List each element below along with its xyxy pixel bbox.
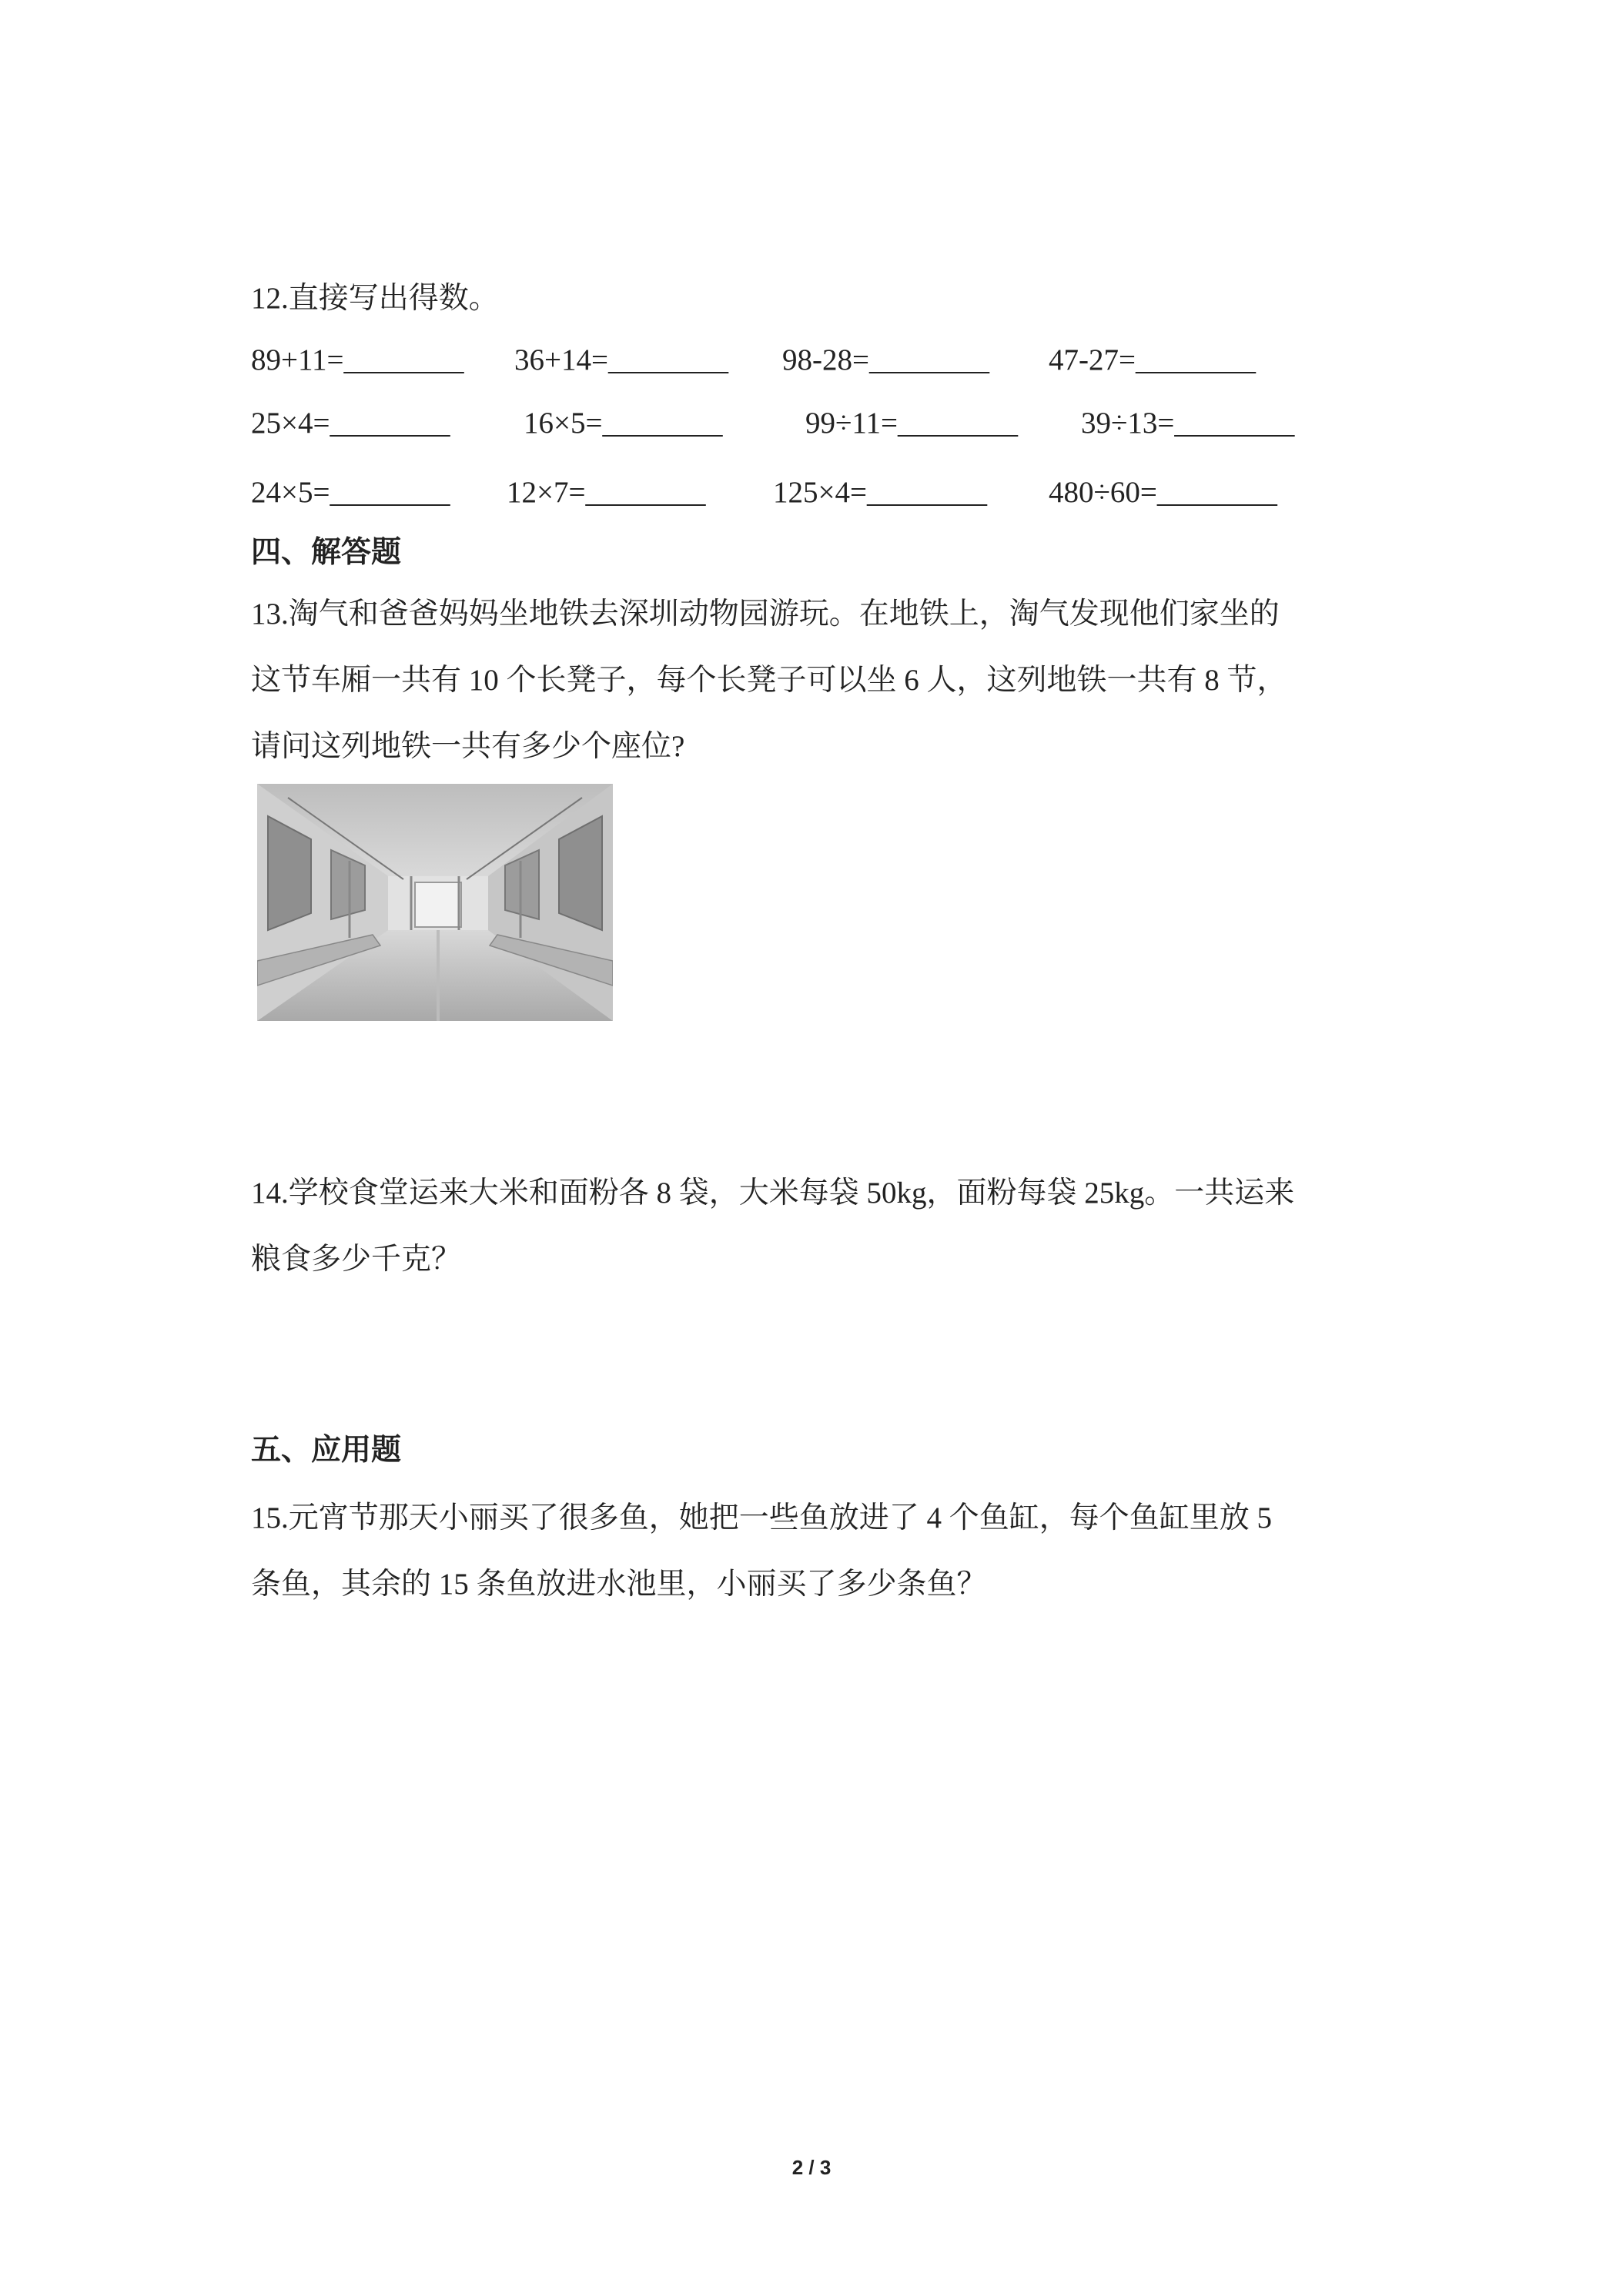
page-number: 2 / 3	[791, 2156, 832, 2179]
calc-item: 98-28=________	[782, 343, 989, 377]
q15-text-line: 条鱼，其余的 15 条鱼放进水池里，小丽买了多少条鱼？	[251, 1568, 987, 1601]
calc-item: 12×7=________	[507, 476, 706, 509]
calc-item: 16×5=________	[524, 407, 723, 440]
calc-item: 99÷11=________	[805, 407, 1018, 440]
q13-text-line: 请问这列地铁一共有多少个座位?	[251, 730, 685, 763]
calc-item: 24×5=________	[251, 476, 450, 509]
calc-item: 480÷60=________	[1049, 476, 1277, 509]
q13-text-line: 13.淘气和爸爸妈妈坐地铁去深圳动物园游玩。在地铁上，淘气发现他们家坐的	[251, 597, 1280, 631]
q14-text-line: 粮食多少千克？	[251, 1243, 462, 1276]
q14-text-line: 14.学校食堂运来大米和面粉各 8 袋，大米每袋 50kg，面粉每袋 25kg。一共运来	[251, 1176, 1295, 1210]
calc-item: 25×4=________	[251, 407, 450, 440]
calc-item: 39÷13=________	[1081, 407, 1295, 440]
subway-car-photo	[257, 784, 613, 1021]
section-heading: 四、解答题	[251, 536, 402, 569]
calc-item: 89+11=________	[251, 343, 464, 377]
section-heading: 五、应用题	[251, 1434, 402, 1467]
calc-item: 47-27=________	[1049, 343, 1256, 377]
calc-item: 125×4=________	[773, 476, 987, 509]
q13-text-line: 这节车厢一共有 10 个长凳子，每个长凳子可以坐 6 人，这列地铁一共有 8 节，	[251, 664, 1287, 697]
calc-item: 36+14=________	[514, 343, 728, 377]
q15-text-line: 15.元宵节那天小丽买了很多鱼，她把一些鱼放进了 4 个鱼缸，每个鱼缸里放 5	[251, 1501, 1273, 1535]
q12-title: 12.直接写出得数。	[251, 282, 499, 315]
